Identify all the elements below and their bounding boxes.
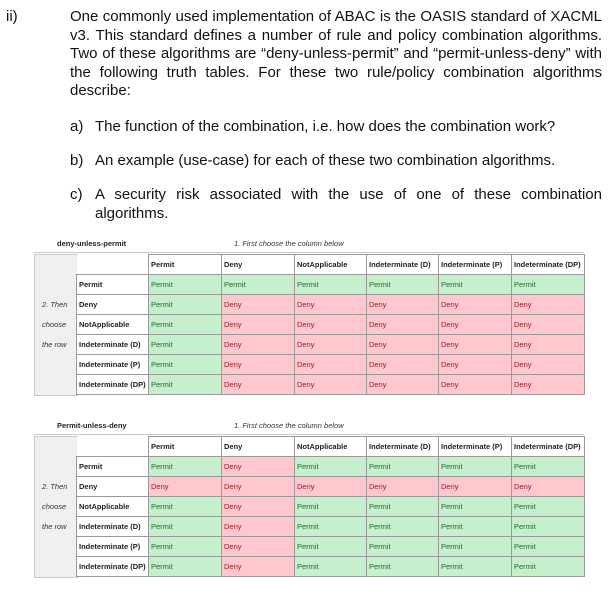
result-cell: Deny [222,477,295,497]
result-cell: Deny [295,375,367,395]
result-cell: Permit [439,557,512,577]
row-header: Indeterminate (P) [77,537,149,557]
result-cell: Deny [439,375,512,395]
item-letter: a) [70,118,84,135]
result-cell: Permit [367,497,439,517]
column-header: Permit [149,437,222,457]
table1-title: deny-unless-permit [57,239,127,248]
column-header: Deny [222,437,295,457]
column-header: Indeterminate (P) [439,255,512,275]
item-text: The function of the combination, i.e. how does the combination work? [95,118,556,135]
result-cell: Deny [367,375,439,395]
table-row [77,355,585,375]
table2-truth-table [76,436,585,577]
result-cell: Permit [222,275,295,295]
result-cell: Permit [295,557,367,577]
result-cell: Deny [222,557,295,577]
table1-truth-table [76,254,585,395]
result-cell: Permit [149,275,222,295]
result-cell: Permit [367,557,439,577]
result-cell: Deny [367,477,439,497]
table-row [77,315,585,335]
result-cell: Permit [149,355,222,375]
result-cell: Deny [512,295,585,315]
result-cell: Deny [222,517,295,537]
row-header: Indeterminate (D) [77,335,149,355]
result-cell: Deny [295,477,367,497]
table-row [77,275,585,295]
row-header: Indeterminate (DP) [77,375,149,395]
item-b [70,152,602,171]
row-header: Indeterminate (D) [77,517,149,537]
row-header: Deny [77,295,149,315]
item-a [70,118,602,137]
row-note-line: 2. Then [42,482,68,491]
table2-column-note: 1. First choose the column below [234,421,344,430]
result-cell: Permit [512,497,585,517]
result-cell: Deny [367,355,439,375]
table1-column-note: 1. First choose the column below [234,239,344,248]
table-row [77,295,585,315]
table-row [77,375,585,395]
row-header: Permit [77,457,149,477]
result-cell: Permit [149,537,222,557]
row-note-line: 2. Then [42,300,68,309]
result-cell: Permit [512,275,585,295]
row-header: NotApplicable [77,315,149,335]
column-header: NotApplicable [295,255,367,275]
column-header: Indeterminate (DP) [512,255,585,275]
corner-cell [77,255,149,275]
result-cell: Deny [367,315,439,335]
table-row [77,537,585,557]
table-row [77,517,585,537]
result-cell: Permit [149,295,222,315]
column-header: Deny [222,255,295,275]
result-cell: Deny [222,537,295,557]
result-cell: Permit [149,557,222,577]
column-header: NotApplicable [295,437,367,457]
result-cell: Permit [512,557,585,577]
result-cell: Permit [149,335,222,355]
result-cell: Permit [439,457,512,477]
table-row [77,557,585,577]
column-header: Indeterminate (D) [367,255,439,275]
column-header: Indeterminate (D) [367,437,439,457]
table-header-row [77,437,585,457]
item-letter: c) [70,186,83,203]
result-cell: Deny [295,295,367,315]
result-cell: Deny [367,335,439,355]
result-cell: Deny [512,335,585,355]
result-cell: Permit [149,375,222,395]
result-cell: Deny [222,355,295,375]
result-cell: Deny [295,335,367,355]
result-cell: Deny [512,375,585,395]
result-cell: Deny [367,295,439,315]
row-header: NotApplicable [77,497,149,517]
item-text: An example (use-case) for each of these two combination algorithms. [95,152,556,169]
result-cell: Deny [222,335,295,355]
result-cell: Deny [439,355,512,375]
result-cell: Deny [439,315,512,335]
row-header: Permit [77,275,149,295]
result-cell: Deny [439,477,512,497]
result-cell: Permit [295,275,367,295]
column-header: Indeterminate (DP) [512,437,585,457]
result-cell: Deny [512,355,585,375]
result-cell: Permit [367,457,439,477]
result-cell: Deny [512,477,585,497]
result-cell: Deny [222,497,295,517]
result-cell: Permit [149,457,222,477]
row-header: Indeterminate (P) [77,355,149,375]
result-cell: Permit [367,517,439,537]
result-cell: Permit [439,517,512,537]
result-cell: Permit [512,517,585,537]
result-cell: Permit [295,537,367,557]
result-cell: Deny [439,295,512,315]
question-paragraph: One commonly used implementation of ABAC is the OASIS standard of XACML v3. This standard defines a number of rule and policy combination algorithms. Two of these algorithms are “deny-unless-permit” and “permit-unless-deny” with the following truth tables. For these two rule/policy combination algorithms describe: [70,8,602,99]
table-row [77,457,585,477]
result-cell: Deny [295,355,367,375]
result-cell: Permit [439,275,512,295]
item-c [70,186,602,223]
row-note-line: the row [42,522,67,531]
row-note-line: choose [42,320,67,329]
table-row [77,477,585,497]
result-cell: Deny [512,315,585,335]
corner-cell [77,437,149,457]
result-cell: Permit [367,537,439,557]
result-cell: Deny [149,477,222,497]
table1-rule [34,252,584,253]
result-cell: Permit [149,315,222,335]
table2-rule [34,434,584,435]
result-cell: Deny [222,295,295,315]
result-cell: Permit [149,497,222,517]
result-cell: Deny [222,315,295,335]
table-row [77,335,585,355]
result-cell: Permit [439,497,512,517]
result-cell: Permit [439,537,512,557]
row-note-line: the row [42,340,67,349]
item-text: A security risk associated with the use of one of these combination algorithms. [95,186,602,222]
result-cell: Permit [512,537,585,557]
table-row [77,497,585,517]
result-cell: Deny [295,315,367,335]
row-header: Deny [77,477,149,497]
result-cell: Permit [512,457,585,477]
item-letter: b) [70,152,84,169]
result-cell: Permit [295,457,367,477]
row-header: Indeterminate (DP) [77,557,149,577]
table-header-row [77,255,585,275]
result-cell: Deny [439,335,512,355]
result-cell: Permit [149,517,222,537]
result-cell: Deny [222,457,295,477]
table2-title: Permit-unless-deny [57,421,127,430]
result-cell: Permit [367,275,439,295]
question-label: ii) [6,8,18,25]
result-cell: Permit [295,517,367,537]
column-header: Permit [149,255,222,275]
result-cell: Deny [222,375,295,395]
column-header: Indeterminate (P) [439,437,512,457]
result-cell: Permit [295,497,367,517]
row-note-line: choose [42,502,67,511]
